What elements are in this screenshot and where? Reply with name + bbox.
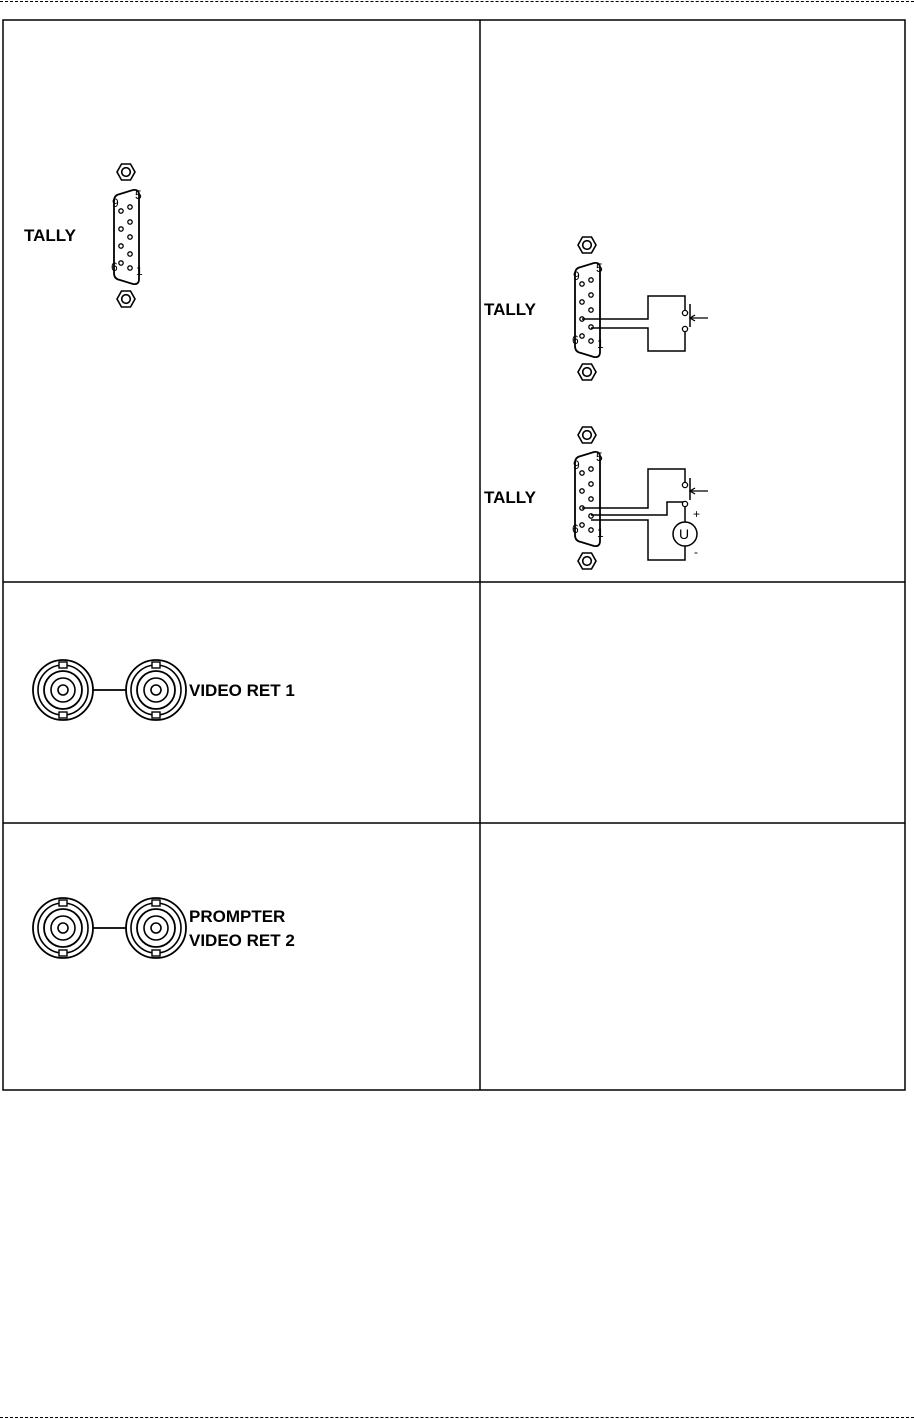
tally-wiring-voltage (484, 427, 708, 569)
tally-label: TALLY (484, 300, 536, 319)
pin-5-label: 5 (596, 261, 603, 275)
pin-9-label: 9 (112, 196, 119, 210)
video-ret-1-label: VIDEO RET 1 (189, 681, 295, 700)
pin-1-label: 1 (597, 337, 604, 351)
tally-wiring-switch (484, 237, 708, 380)
pin-6-label: 6 (111, 260, 118, 274)
pin-6-label: 6 (572, 333, 579, 347)
minus-sign: - (694, 545, 698, 559)
tally-connector-left (24, 164, 143, 307)
prompter-label-line1: PROMPTER (189, 907, 286, 926)
plus-sign: + (693, 507, 701, 521)
pin-6-label: 6 (572, 522, 579, 536)
pin-1-label: 1 (597, 526, 604, 540)
pin-9-label: 9 (573, 269, 580, 283)
tally-label: TALLY (484, 488, 536, 507)
video-ret-1-connector (33, 660, 295, 720)
tally-label: TALLY (24, 226, 76, 245)
pin-5-label: 5 (596, 450, 603, 464)
prompter-video-ret-2-connector (33, 898, 295, 958)
pin-9-label: 9 (573, 458, 580, 472)
pin-5-label: 5 (135, 188, 142, 202)
pin-1-label: 1 (136, 264, 143, 278)
prompter-label-line2: VIDEO RET 2 (189, 931, 295, 950)
voltage-source-label: U (679, 526, 690, 542)
